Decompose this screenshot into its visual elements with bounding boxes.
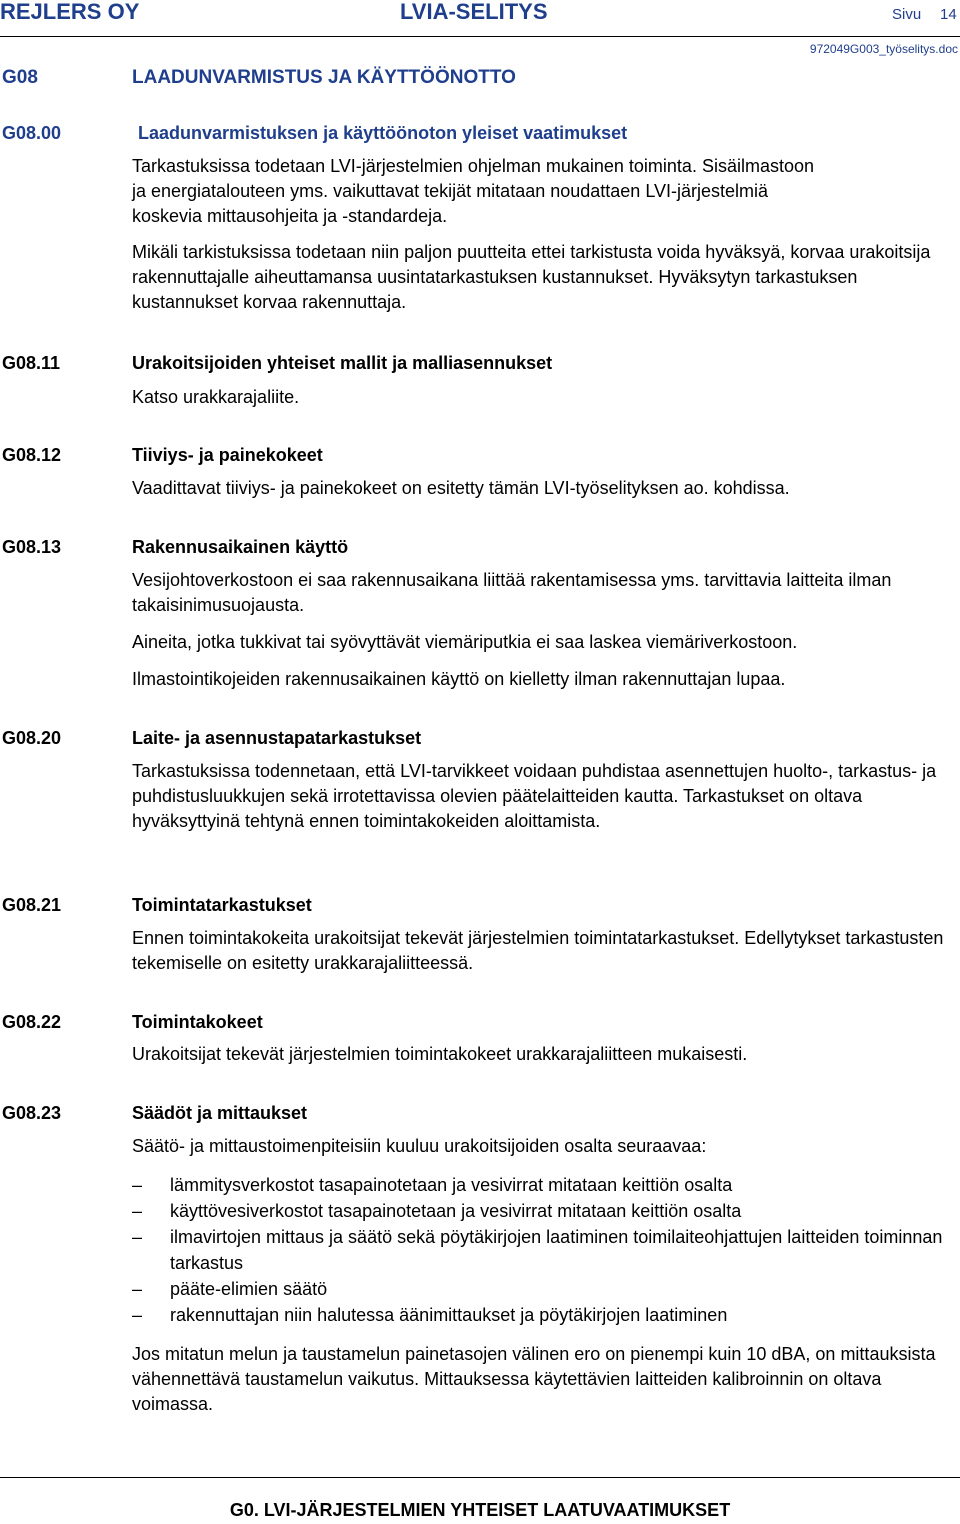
section-code-23: G08.23 — [2, 1103, 62, 1123]
list-item-text: lämmitysverkostot tasapainotetaan ja vesivirrat mitataan keittiön osalta — [170, 1175, 733, 1195]
dash-bullet-icon: – — [132, 1305, 143, 1325]
footer-title: G0. LVI-JÄRJESTELMIEN YHTEISET LAATUVAATIMUKSET — [229, 1500, 731, 1520]
dash-bullet-icon: – — [132, 1279, 143, 1299]
chapter-title: LAADUNVARMISTUS JA KÄYTTÖÖNOTTO — [132, 67, 516, 88]
section-body-20 — [132, 759, 952, 834]
section-code-21: G08.21 — [2, 895, 62, 915]
section-body-00b — [132, 240, 952, 315]
page-header — [0, 0, 960, 32]
paragraph: Ennen toimintakokeita urakoitsijat tekevät järjestelmien toimintatarkastukset. Edellytykset tarkastusten tekemiselle on esitetty urakkarajaliitteessä. — [132, 928, 944, 973]
list-item — [132, 1198, 952, 1224]
section-title-11: Urakoitsijoiden yhteiset mallit ja malliasennukset — [132, 353, 553, 373]
section-code-00: G08.00 — [2, 123, 62, 143]
paragraph: Urakoitsijat tekevät järjestelmien toimintakokeet urakkarajaliitteen mukaisesti. — [132, 1044, 748, 1064]
section-title-00: Laadunvarmistuksen ja käyttöönoton yleiset vaatimukset — [138, 123, 628, 143]
list-item-text: ilmavirtojen mittaus ja säätö sekä pöytäkirjojen laatiminen toimilaiteohjattujen laitteiden toiminnan tarkastus — [170, 1227, 943, 1273]
paragraph: Säätö- ja mittaustoimenpiteisiin kuuluu urakoitsijoiden osalta seuraavaa: — [132, 1136, 707, 1156]
list-item — [132, 1224, 952, 1276]
dash-bullet-icon: – — [132, 1227, 143, 1247]
paragraph: Mikäli tarkistuksissa todetaan niin paljon puutteita ettei tarkistusta voida hyväksyä, korvaa urakoitsija rakennuttajalle aiheuttamansa uusintatarkastuksen kustannukset. Hyväksytyn tarkastuksen kustannukset korvaa rakennuttaja. — [132, 242, 931, 312]
paragraph: Tarkastuksissa todennetaan, että LVI-tarvikkeet voidaan puhdistaa asennettujen huolto-, tarkastus- ja puhdistusluukkujen sekä irrotettavissa olevien päätelaitteiden kautta. Tarkastukset on oltava hyväksyttyinä tehtynä ennen toimintakokeiden aloittamista. — [132, 761, 937, 831]
paragraph: Ilmastointikojeiden rakennusaikainen käyttö on kielletty ilman rakennuttajan lupaa. — [132, 669, 786, 689]
section-code-20: G08.20 — [2, 728, 62, 748]
file-name: 972049G003_työselitys.doc — [809, 42, 958, 56]
page-label: Sivu — [892, 6, 922, 23]
section-code-11: G08.11 — [2, 353, 61, 373]
paragraph: Vesijohtoverkostoon ei saa rakennusaikana liittää rakentamisessa yms. tarvittavia laitteita ilman takaisinimusuojausta. — [132, 570, 892, 615]
list-item — [132, 1172, 952, 1198]
list-item-text: käyttövesiverkostot tasapainotetaan ja vesivirrat mitataan keittiön osalta — [170, 1201, 742, 1221]
list-item-text: pääte-elimien säätö — [170, 1279, 328, 1299]
section-title-22: Toimintakokeet — [132, 1012, 263, 1032]
section-body-11 — [132, 385, 952, 410]
section-title-12: Tiiviys- ja painekokeet — [132, 445, 323, 465]
section-title-13: Rakennusaikainen käyttö — [132, 537, 349, 557]
paragraph: Aineita, jotka tukkivat tai syövyttävät viemäriputkia ei saa laskea viemäriverkostoon. — [132, 632, 798, 652]
header-divider — [0, 36, 960, 37]
section-title-20: Laite- ja asennustapatarkastukset — [132, 728, 422, 748]
company-name: REJLERS OY — [0, 0, 140, 24]
dash-bullet-icon: – — [132, 1175, 143, 1195]
paragraph: Vaadittavat tiiviys- ja painekokeet on esitetty tämän LVI-työselityksen ao. kohdissa. — [132, 478, 790, 498]
section-body-13b — [132, 630, 952, 655]
list-item — [132, 1302, 952, 1328]
paragraph: Tarkastuksissa todetaan LVI-järjestelmien ohjelman mukainen toiminta. Sisäilmastoon ja energiatalouteen yms. vaikuttavat tekijät mitataan noudattaen LVI-järjestelmiä koskevia mittausohjeita ja -standardeja. — [132, 156, 814, 226]
section-title-21: Toimintatarkastukset — [132, 895, 312, 915]
section-title-23: Säädöt ja mittaukset — [132, 1103, 308, 1123]
section-body-23 — [132, 1134, 952, 1159]
section-body-21 — [132, 926, 952, 976]
section-body-00 — [132, 154, 832, 229]
section-body-12 — [132, 476, 952, 501]
section-code-13: G08.13 — [2, 537, 62, 557]
list-item — [132, 1276, 952, 1302]
section-body-13c — [132, 667, 952, 692]
section-body-13 — [132, 568, 952, 618]
section-body-22 — [132, 1042, 952, 1067]
paragraph: Jos mitatun melun ja taustamelun painetasojen välinen ero on pienempi kuin 10 dBA, on mittauksista vähennettävä taustamelun vaikutus. Mittauksessa käytettävien laitteiden kalibroinnin on oltava voimassa. — [132, 1344, 936, 1414]
page-number: 14 — [940, 6, 957, 23]
dash-bullet-icon: – — [132, 1201, 143, 1221]
footer-divider — [0, 1477, 960, 1478]
section-body-23b — [132, 1342, 952, 1417]
paragraph: Katso urakkarajaliite. — [132, 387, 300, 407]
document-title: LVIA-SELITYS — [400, 0, 548, 24]
section-code-12: G08.12 — [2, 445, 62, 465]
list-item-text: rakennuttajan niin halutessa äänimittaukset ja pöytäkirjojen laatiminen — [170, 1305, 728, 1325]
section-code-22: G08.22 — [2, 1012, 62, 1032]
chapter-code: G08 — [2, 67, 38, 88]
bullet-list — [132, 1172, 952, 1328]
